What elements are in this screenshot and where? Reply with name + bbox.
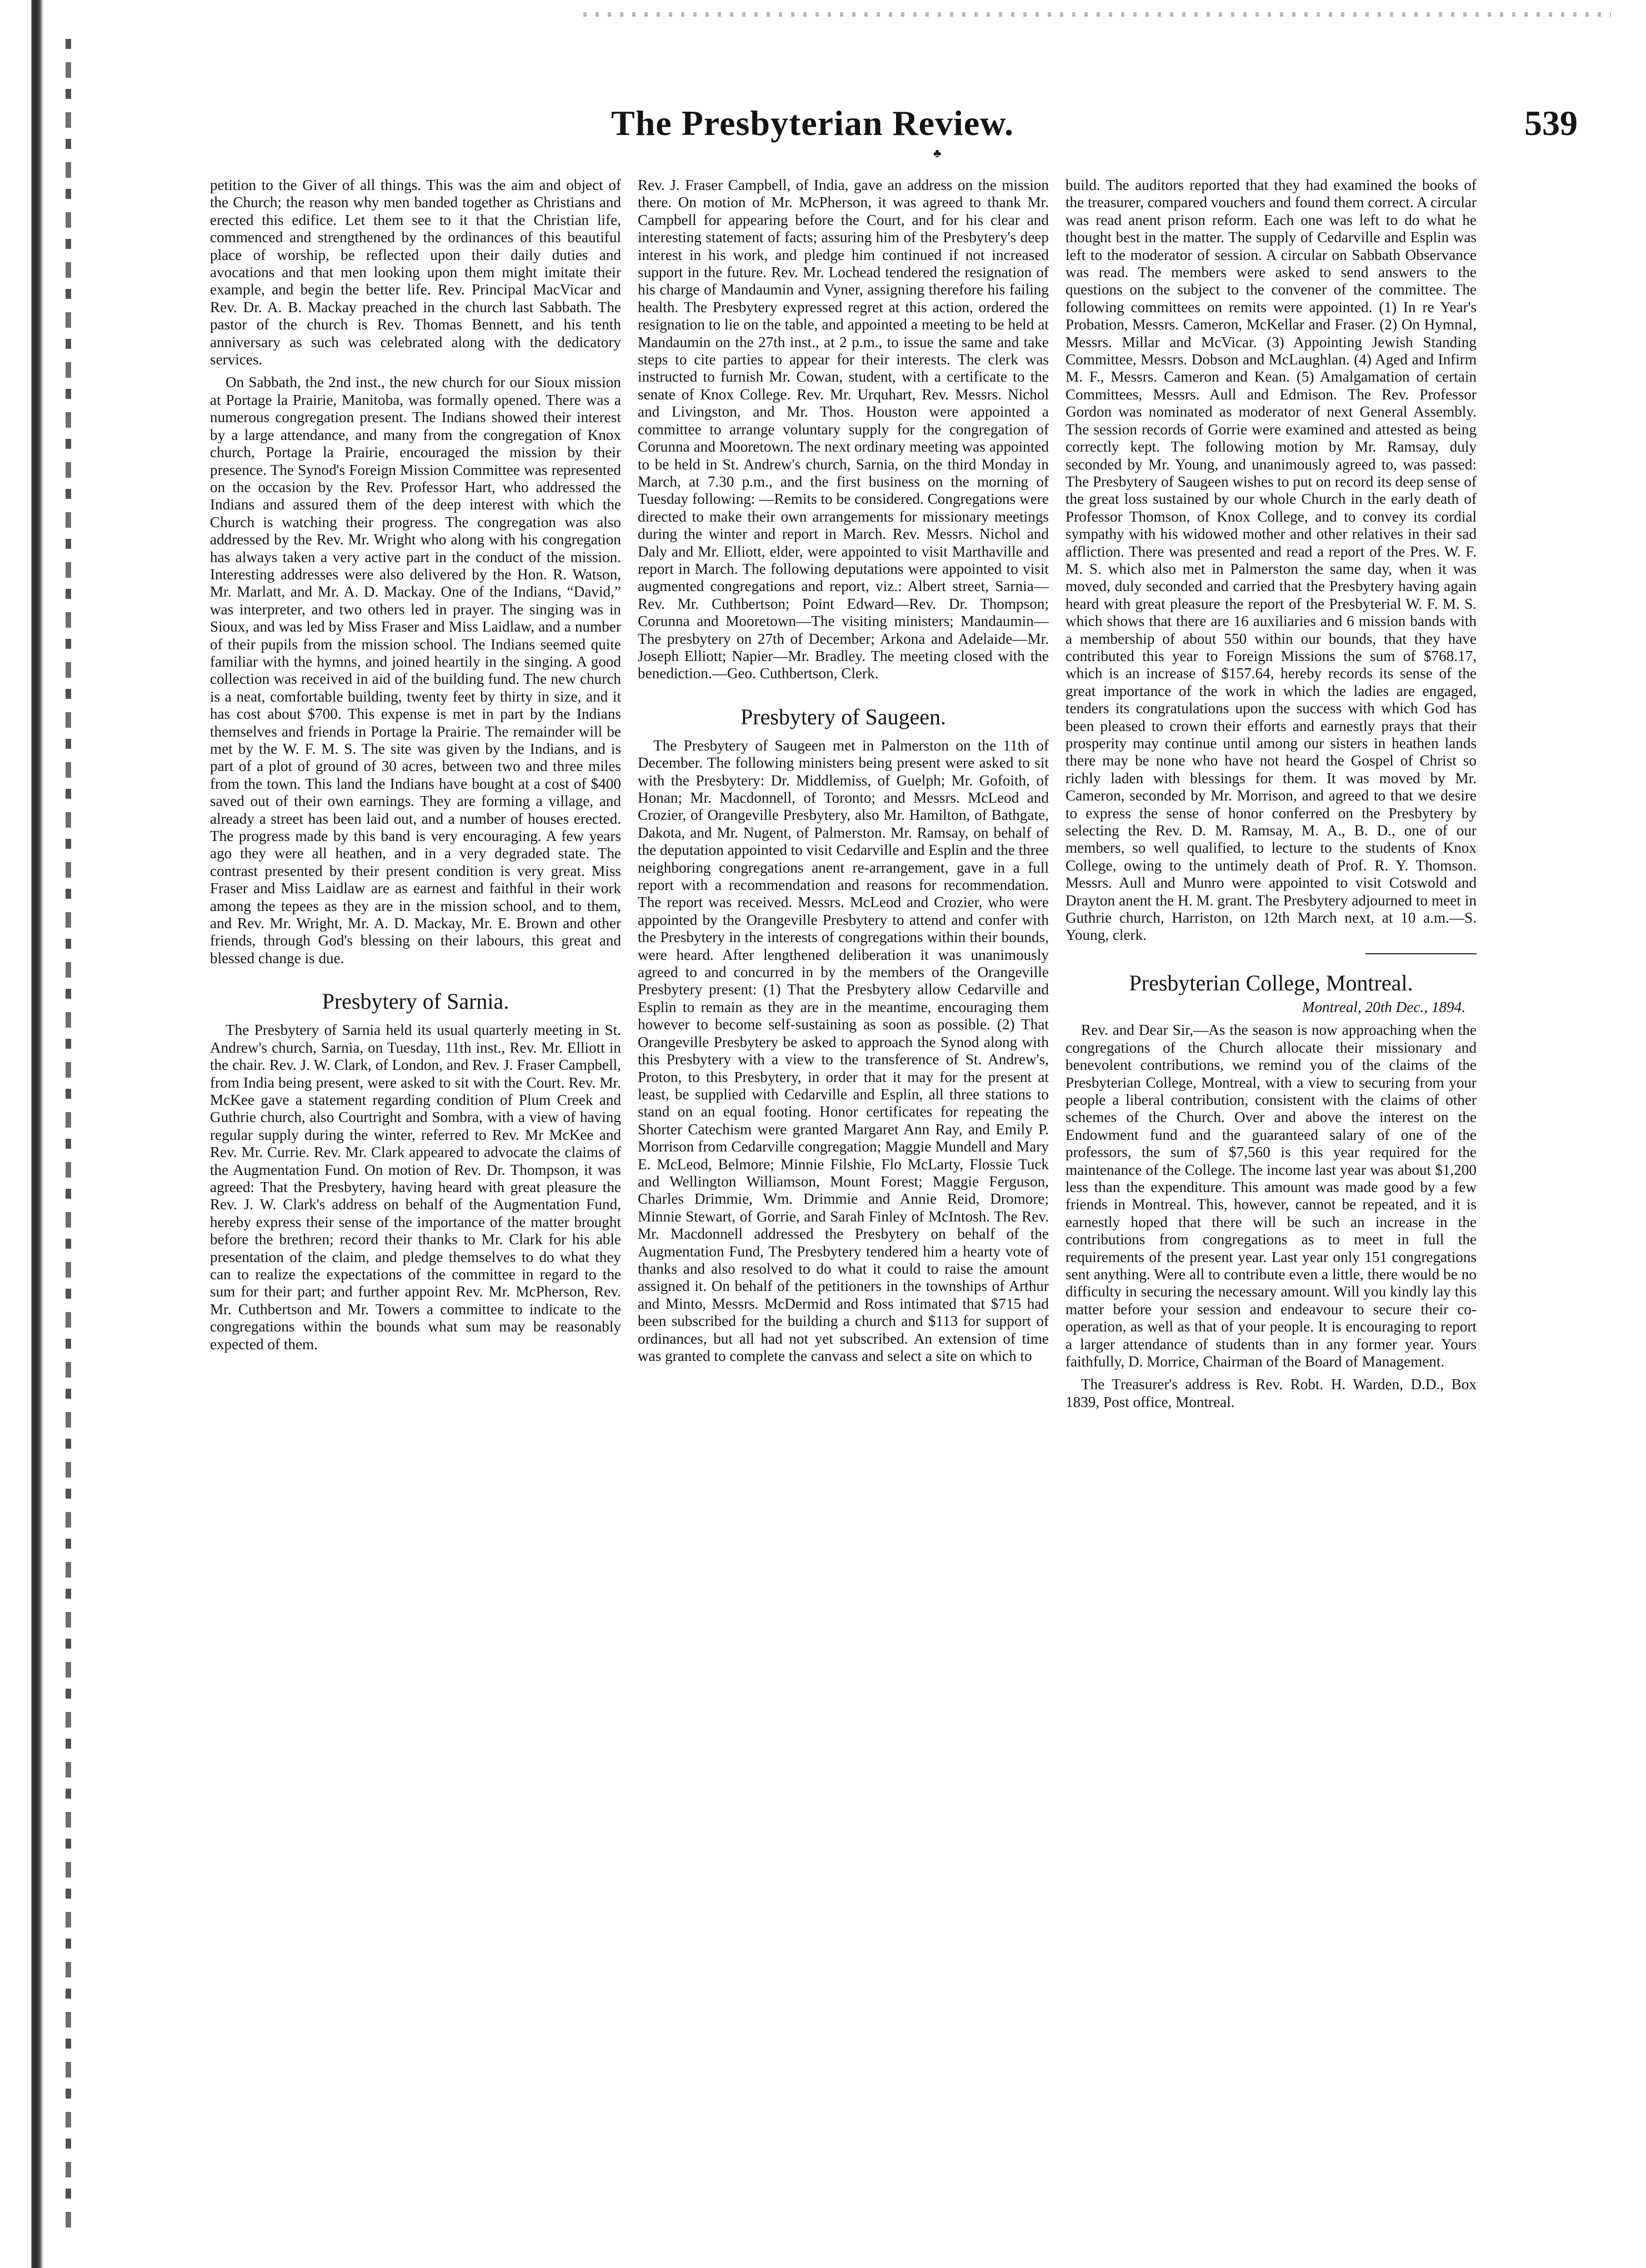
column-2: [638, 177, 1049, 2257]
section-divider: [1365, 953, 1477, 954]
paragraph-sarnia-meeting: The Presbytery of Sarnia held its usual quarterly meeting in St. Andrew's church, Sarnia, on Tuesday, 11th inst., Rev. Mr. Elliott in the chair. Rev. J. W. Clark, of London, and Rev. J. Fraser Campbell, from India being present, were asked to sit with the Court. Rev. Mr. McKee gave a statement regarding condition of Plum Creek and Guthrie church, also Courtright and Sombra, with a view of having regular supply during the winter, referred to Rev. Mr McKee and Rev. Mr. Currie. Rev. Mr. Clark appeared to advocate the claims of the Augmentation Fund. On motion of Rev. Dr. Thompson, it was agreed: That the Presbytery, having heard with great pleasure the Rev. J. W. Clark's address on behalf of the Augmentation Fund, hereby express their sense of the importance of the matter brought before the brethren; record their thanks to Mr. Clark for his able presentation of the claim, and pledge themselves to do what they can to realize the expectations of the committee in regard to the sum for their part; and further appoint Rev. Mr. McPherson, Rev. Mr. Cuthbertson and Mr. Towers a committee to indicate to the congregations within the bounds what sum may be reasonably expected of them.: [210, 1022, 621, 1353]
letter-dateline: Montreal, 20th Dec., 1894.: [1302, 998, 1465, 1015]
paragraph-dedication-continued: petition to the Giver of all things. This was the aim and object of the Church; the reason why men banded together as Christians and erected this edifice. Let them see to it that the Christian life, commenced and strengthened by the ordinances of this beautiful place of worship, be reflected upon their daily duties and avocations and that men looking upon them might imitate their example, and begin the better life. Rev. Principal MacVicar and Rev. Dr. A. B. Mackay preached in the church last Sabbath. The pastor of the church is Rev. Thomas Bennett, and his tenth anniversary as such was celebrated along with the dedicatory services.: [210, 177, 621, 368]
scan-binding-shadow: [66, 39, 71, 2233]
header-ornament: ♣: [933, 146, 942, 160]
scan-top-speckle: [583, 12, 1611, 17]
page-title: The Presbyterian Review.: [611, 103, 1014, 143]
paragraph-college-appeal: Rev. and Dear Sir,—As the season is now approaching when the congregations of the Church allocate their missionary and benevolent contributions, we remind you of the claims of the Presbyterian College, Montreal, with a view to securing from your people a liberal contribution, consistent with the claims of other schemes of the Church. Over and above the interest on the Endowment fund and the guaranteed salary of one of the professors, the sum of $7,560 is this year required for the maintenance of the College. The income last year was about $1,200 less than the expenditure. This amount was made good by a few friends in Montreal. This, however, cannot be repeated, and it is earnestly hoped that there will be such an increase in the contributions from congregations as to meet in full the requirements of the present year. Last year only 151 congregations sent anything. Were all to contribute even a little, there would be no difficulty in securing the necessary amount. Will you kindly lay this matter before your session and endeavour to secure their co-operation, as well as that of your people. It is encouraging to report a larger attendance of students than in any former year. Yours faithfully, D. Morrice, Chairman of the Board of Management.: [1065, 1022, 1477, 1370]
column-1: [210, 177, 621, 2257]
paragraph-saugeen-continued: build. The auditors reported that they had examined the books of the treasurer, compared vouchers and found them correct. A circular was read anent prison reform. Each one was left to do what he thought best in the matter. The supply of Cedarville and Esplin was left to the moderator of session. A circular on Sabbath Observance was read. The members were asked to send answers to the questions on the subject to the convener of the committee. The following committees on remits were appointed. (1) In re Year's Probation, Messrs. Cameron, McKellar and Fraser. (2) On Hymnal, Messrs. Millar and McVicar. (3) Appointing Jewish Standing Committee, Messrs. Dobson and McLaughlan. (4) Aged and Infirm M. F., Messrs. Cameron and Kean. (5) Amalgamation of certain Committees, Messrs. Aull and Edmison. The Rev. Professor Gordon was nominated as moderator of next General Assembly. The session records of Gorrie were examined and attested as being correctly kept. The following motion by Mr. Ramsay, duly seconded by Mr. Young, and unanimously agreed to, was passed: The Presbytery of Saugeen wishes to put on record its deep sense of the great loss sustained by our whole Church in the early death of Professor Thomson, of Knox College, and to convey its cordial sympathy with his widowed mother and other relatives in their sad affliction. There was presented and read a report of the Pres. W. F. M. S. which also met in Palmerston the same day, when it was moved, duly seconded and carried that the Presbytery having again heard with great pleasure the report of the Presbyterial W. F. M. S. which shows that there are 16 auxiliaries and 6 mission bands with a membership of about 550 within our bounds, that they have contributed this year to Foreign Missions the sum of $768.17, which is an increase of $157.64, hereby records its sense of the great importance of the work in which the ladies are engaged, tenders its congratulations upon the success with which God has been pleased to crown their efforts and earnestly prays that their prosperity may continue until among our sisters in heathen lands there may be none who have not heard the Gospel of Christ so richly laden with blessings for them. It was moved by Mr. Cameron, seconded by Mr. Morrison, and agreed to that we desire to express the sense of honor conferred on the Presbytery by selecting the Rev. D. M. Ramsay, M. A., B. D., one of our members, so well qualified, to lecture to the students of Knox College, owing to the untimely death of Prof. R. Y. Thomson. Messrs. Aull and Munro were appointed to visit Cotswold and Drayton anent the H. M. grant. The Presbytery adjourned to meet in Guthrie church, Harriston, on 12th March next, at 10 a.m.—S. Young, clerk.: [1065, 177, 1477, 944]
heading-presbytery-of-saugeen: Presbytery of Saugeen.: [741, 704, 946, 729]
page-header: [211, 103, 1578, 160]
paragraph-sioux-mission: On Sabbath, the 2nd inst., the new church for our Sioux mission at Portage la Prairie, Manitoba, was formally opened. There was a numerous congregation present. The Indians showed their interest by a large attendance, and many from the congregation of Knox church, Portage la Prairie, encouraged the mission by their presence. The Synod's Foreign Mission Committee was represented on the occasion by the Rev. Professor Hart, who addressed the Indians and assured them of the deep interest with which the Church is watching their progress. The congregation was also addressed by the Rev. Mr. Wright who along with his congregation has always taken a very active part in the conduct of the mission. Interesting addresses were also delivered by the Hon. R. Watson, Mr. Marlatt, and Mr. A. D. Mackay. One of the Indians, “David,” was interpreter, and two others led in prayer. The singing was in Sioux, and was led by Miss Fraser and Miss Laidlaw, and a number of their pupils from the mission school. The Indians seemed quite familiar with the hymns, and joined heartily in the singing. A good collection was received in aid of the building fund. The new church is a neat, comfortable building, twenty feet by thirty in size, and it has cost about $700. This expense is met in part by the Indians themselves and friends in Portage la Prairie. The remainder will be met by the W. F. M. S. The site was given by the Indians, and is part of a plot of ground of 30 acres, between two and three miles from the town. This land the Indians have bought at a cost of $400 saved out of their own earnings. They are forming a village, and already a street has been laid out, and a number of houses erected. The progress made by this band is very encouraging. A few years ago they were all heathen, and in a very degraded state. The contrast presented by their present condition is very great. Miss Fraser and Miss Laidlaw are as earnest and faithful in their work among the tepees as they are in the mission school, and to them, and Rev. Mr. Wright, Mr. A. D. Mackay, Mr. E. Brown and other friends, through God's blessing on their labours, this great and blessed change is due.: [210, 374, 621, 967]
page-number: 539: [1524, 103, 1578, 143]
paragraph-sarnia-continued: Rev. J. Fraser Campbell, of India, gave an address on the mission there. On motion of Mr. McPherson, it was agreed to thank Mr. Campbell for appearing before the Court, and for his clear and interesting statement of facts; assuring him of the Presbytery's deep interest in his work, and pledge him continued if not increased support in the future. Rev. Mr. Lochead tendered the resignation of his charge of Mandaumin and Vyner, assigning therefore his failing health. The Presbytery expressed regret at this action, ordered the resignation to lie on the table, and appointed a meeting to be held at Mandaumin on the 27th inst., at 2 p.m., to issue the same and take steps to cite parties to appear for their interests. The clerk was instructed to furnish Mr. Cowan, student, with a certificate to the senate of Knox College. Rev. Mr. Urquhart, Rev. Messrs. Nichol and Livingston, and Mr. Thos. Houston were appointed a committee to arrange voluntary supply for the congregation of Corunna and Mooretown. The next ordinary meeting was appointed to be held in St. Andrew's church, Sarnia, on the third Monday in March, at 7.30 p.m., and the first business on the morning of Tuesday following: —Remits to be considered. Congregations were directed to make their own arrangements for missionary meetings during the winter and report in March. Rev. Messrs. Nichol and Daly and Mr. Elliott, elder, were appointed to visit Marthaville and report in March. The following deputations were appointed to visit augmented congregations and report, viz.: Albert street, Sarnia—Rev. Mr. Cuthbertson; Point Edward—Rev. Dr. Thompson; Corunna and Mooretown—The visiting ministers; Mandaumin—The presbytery on 27th of December; Arkona and Adelaide—Mr. Joseph Elliott; Napier—Mr. Bradley. The meeting closed with the benediction.—Geo. Cuthbertson, Clerk.: [638, 177, 1049, 682]
paragraph-saugeen-meeting: The Presbytery of Saugeen met in Palmerston on the 11th of December. The following ministers being present were asked to sit with the Presbytery: Dr. Middlemiss, of Guelph; Mr. Gofoith, of Honan; Mr. Macdonnell, of Toronto; and Messrs. McLeod and Crozier, of Orangeville Presbytery, also Mr. Hamilton, of Bathgate, Dakota, and Mr. Nugent, of Palmerston. Mr. Ramsay, on behalf of the deputation appointed to visit Cedarville and Esplin and the three neighboring congregations anent re-arrangement, gave in a full report with a recommendation and reasons for recommendation. The report was received. Messrs. McLeod and Crozier, who were appointed by the Orangeville Presbytery to attend and confer with the Presbytery in the interests of congregations within their bounds, were heard. After lengthened deliberation it was unanimously agreed to and concurred in by the members of the Orangeville Presbytery present: (1) That the Presbytery allow Cedarville and Esplin to remain as they are in the meantime, encouraging them however to become self-sustaining as soon as possible. (2) That Orangeville Presbytery be asked to approach the Synod along with this Presbytery with a view to the transference of St. Andrew's, Proton, to this Presbytery, in order that it may for the present at least, be supplied with Cedarville and Esplin, all three stations to stand on an equal footing. Honor certificates for repeating the Shorter Catechism were granted Margaret Ann Ray, and Emily P. Morrison from Cedarville congregation; Maggie Mundell and Mary E. McLeod, Belmore; Minnie Filshie, Flo McLarty, Flossie Tuck and Wellington Williamson, Mount Forest; Maggie Ferguson, Charles Drimmie, Wm. Drimmie and Annie Reid, Dromore; Minnie Stewart, of Gorrie, and Sarah Finley of McIntosh. The Rev. Mr. Macdonnell addressed the Presbytery on behalf of the Augmentation Fund, The Presbytery tendered him a hearty vote of thanks and also resolved to do what it could to raise the amount assigned it. On behalf of the petitioners in the townships of Arthur and Minto, Messrs. McDermid and Ross intimated that $715 had been subscribed for the building a church and $113 for support of ordinances, but all had not yet subscribed. An extension of time was granted to complete the canvass and select a site on which to: [638, 737, 1049, 1364]
column-3: [1065, 177, 1477, 2257]
scan-binding-edge: [29, 0, 51, 2268]
heading-presbytery-of-sarnia: Presbytery of Sarnia.: [322, 989, 509, 1014]
heading-presbyterian-college-montreal: Presbyterian College, Montreal.: [1129, 970, 1413, 995]
paragraph-treasurer-address: The Treasurer's address is Rev. Robt. H. Warden, D.D., Box 1839, Post office, Montreal.: [1065, 1376, 1477, 1410]
